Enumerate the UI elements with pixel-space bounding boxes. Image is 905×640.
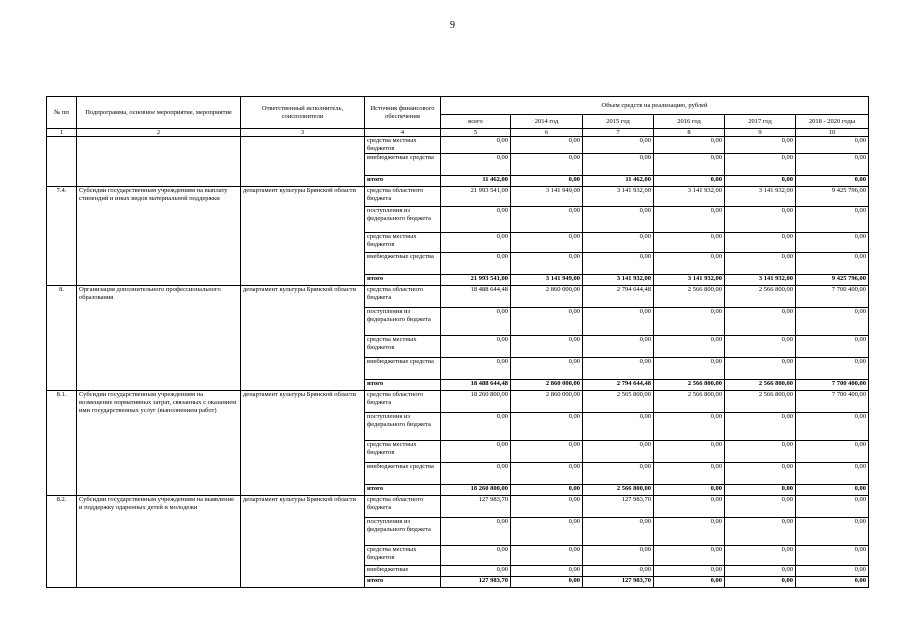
col-index: 9: [725, 129, 796, 137]
row-executor: департамент культуры Брянской области: [241, 496, 365, 588]
col-index: 6: [511, 129, 583, 137]
row-value: 0,00: [654, 336, 725, 358]
row-value: 0,00: [725, 577, 796, 588]
page-number: 9: [450, 20, 455, 31]
col-index: 8: [654, 129, 725, 137]
row-value: 0,00: [725, 566, 796, 577]
row-value: 0,00: [654, 518, 725, 546]
row-value: 0,00: [583, 207, 654, 233]
row-value: 3 141 932,00: [725, 187, 796, 207]
row-source: поступления из федерального бюджета: [365, 308, 441, 336]
row-source: поступления из федерального бюджета: [365, 413, 441, 441]
row-executor: департамент культуры Брянской области: [241, 187, 365, 286]
row-value: 0,00: [511, 176, 583, 187]
row-value: 7 700 400,00: [796, 380, 869, 391]
row-value: 0,00: [725, 463, 796, 485]
row-value: 0,00: [511, 308, 583, 336]
row-value: 18 260 800,00: [441, 485, 511, 496]
row-value: 0,00: [654, 463, 725, 485]
row-source: внебюджетные средства: [365, 154, 441, 176]
row-number: 8.2.: [47, 496, 77, 588]
row-source: средства местных бюджетов: [365, 441, 441, 463]
row-source: средства местных бюджетов: [365, 233, 441, 253]
header-executor: Ответственный исполнитель, соисполнители: [241, 97, 365, 129]
row-value: 0,00: [511, 233, 583, 253]
table-row: [47, 137, 869, 154]
row-number: 7.4.: [47, 187, 77, 286]
row-value: 2 794 644,48: [583, 380, 654, 391]
row-value: 0,00: [441, 566, 511, 577]
row-source: внебюджетные средства: [365, 253, 441, 275]
row-number: 8.: [47, 286, 77, 391]
row-value: 0,00: [654, 308, 725, 336]
table-body: [47, 137, 869, 588]
row-value: 0,00: [796, 441, 869, 463]
table-row: [47, 496, 869, 518]
row-value: 0,00: [796, 546, 869, 566]
row-value: 0,00: [725, 496, 796, 518]
row-value: 0,00: [441, 546, 511, 566]
row-value: 3 141 932,00: [725, 275, 796, 286]
row-source: итого: [365, 275, 441, 286]
row-value: 0,00: [796, 207, 869, 233]
row-value: 0,00: [441, 413, 511, 441]
row-value: 0,00: [511, 358, 583, 380]
row-value: 0,00: [583, 233, 654, 253]
row-source: средства местных бюджетов: [365, 546, 441, 566]
row-value: 0,00: [796, 137, 869, 154]
col-index: 7: [583, 129, 654, 137]
row-value: 2 566 800,00: [654, 286, 725, 308]
row-value: 0,00: [583, 253, 654, 275]
row-value: 0,00: [583, 413, 654, 441]
row-value: 9 425 796,00: [796, 187, 869, 207]
row-program-name: Субсидии государственным учреждениям на возмещение нормативных затрат, связанных с оказанием ими государственных услуг (выполнением работ): [77, 391, 241, 496]
row-number: [47, 137, 77, 187]
row-value: 0,00: [441, 336, 511, 358]
row-value: 0,00: [441, 308, 511, 336]
table-row: [47, 391, 869, 413]
row-value: 127 983,70: [441, 496, 511, 518]
row-value: 2 566 800,00: [654, 391, 725, 413]
col-index: 10: [796, 129, 869, 137]
row-source: итого: [365, 485, 441, 496]
budget-table: [46, 96, 869, 588]
row-value: 2 566 800,00: [583, 485, 654, 496]
row-value: 0,00: [441, 154, 511, 176]
row-value: 0,00: [583, 154, 654, 176]
row-value: 3 141 932,00: [583, 187, 654, 207]
row-value: 18 488 644,48: [441, 380, 511, 391]
row-value: 0,00: [796, 358, 869, 380]
row-value: 2 566 800,00: [725, 391, 796, 413]
row-source: итого: [365, 176, 441, 187]
row-value: 0,00: [583, 336, 654, 358]
row-value: 18 260 800,00: [441, 391, 511, 413]
row-value: 21 993 541,00: [441, 187, 511, 207]
row-value: 0,00: [796, 308, 869, 336]
row-source: средства местных бюджетов: [365, 137, 441, 154]
row-source: внебюджетные: [365, 566, 441, 577]
row-value: 21 993 541,00: [441, 275, 511, 286]
row-source: средства областного бюджета: [365, 391, 441, 413]
row-executor: [241, 137, 365, 187]
row-value: 0,00: [796, 485, 869, 496]
header-volume: Объем средств на реализацию, рублей: [441, 97, 869, 115]
row-value: 0,00: [511, 441, 583, 463]
row-program-name: [77, 137, 241, 187]
row-value: 0,00: [511, 485, 583, 496]
row-value: 0,00: [511, 566, 583, 577]
header-num: № пп: [47, 97, 77, 129]
row-value: 0,00: [796, 566, 869, 577]
row-value: 0,00: [583, 518, 654, 546]
row-value: 0,00: [583, 137, 654, 154]
row-value: 0,00: [583, 546, 654, 566]
row-value: 0,00: [441, 518, 511, 546]
row-source: внебюджетные средства: [365, 463, 441, 485]
row-value: 0,00: [583, 566, 654, 577]
row-value: 0,00: [796, 233, 869, 253]
row-value: 0,00: [441, 463, 511, 485]
row-source: средства областного бюджета: [365, 286, 441, 308]
header-year: 2017 год: [725, 115, 796, 129]
row-value: 0,00: [511, 546, 583, 566]
row-value: 0,00: [654, 233, 725, 253]
row-value: 0,00: [796, 518, 869, 546]
row-value: 0,00: [511, 154, 583, 176]
row-value: 0,00: [654, 496, 725, 518]
col-index: 2: [77, 129, 241, 137]
row-value: 2 566 800,00: [725, 286, 796, 308]
row-value: 11 462,00: [441, 176, 511, 187]
col-index: 4: [365, 129, 441, 137]
col-index: 5: [441, 129, 511, 137]
row-value: 0,00: [725, 413, 796, 441]
row-value: 7 700 400,00: [796, 391, 869, 413]
row-value: 0,00: [796, 176, 869, 187]
row-value: 0,00: [654, 566, 725, 577]
row-value: 0,00: [654, 441, 725, 463]
row-source: средства областного бюджета: [365, 496, 441, 518]
row-program-name: Субсидии государственным учреждениям на выявление и поддержку одаренных детей и молодежи: [77, 496, 241, 588]
row-value: 2 794 644,48: [583, 286, 654, 308]
row-value: 0,00: [654, 154, 725, 176]
row-value: 7 700 400,00: [796, 286, 869, 308]
row-value: 0,00: [725, 518, 796, 546]
row-value: 0,00: [511, 463, 583, 485]
table-row: [47, 286, 869, 308]
row-value: 0,00: [725, 253, 796, 275]
row-source: поступления из федерального бюджета: [365, 207, 441, 233]
row-value: 0,00: [441, 441, 511, 463]
row-value: 3 141 932,00: [654, 187, 725, 207]
row-value: 2 566 800,00: [654, 380, 725, 391]
row-value: 0,00: [796, 577, 869, 588]
row-value: 2 860 000,00: [511, 286, 583, 308]
row-value: 127 983,70: [583, 577, 654, 588]
header-year: 2018 - 2020 годы: [796, 115, 869, 129]
row-value: 0,00: [796, 463, 869, 485]
header-year: 2014 год: [511, 115, 583, 129]
row-value: 0,00: [725, 137, 796, 154]
row-value: 3 141 949,00: [511, 187, 583, 207]
row-value: 0,00: [654, 207, 725, 233]
row-value: 0,00: [796, 253, 869, 275]
row-value: 0,00: [654, 137, 725, 154]
row-value: 0,00: [441, 207, 511, 233]
row-value: 0,00: [441, 253, 511, 275]
row-value: 2 860 000,00: [511, 380, 583, 391]
row-value: 0,00: [511, 577, 583, 588]
row-value: 127 983,70: [583, 496, 654, 518]
row-value: 0,00: [796, 336, 869, 358]
row-value: 2 565 800,00: [583, 391, 654, 413]
col-index: 1: [47, 129, 77, 137]
row-value: 0,00: [511, 413, 583, 441]
row-value: 0,00: [583, 441, 654, 463]
row-source: средства местных бюджетов: [365, 336, 441, 358]
row-value: 0,00: [441, 137, 511, 154]
header-source: Источник финансового обеспечения: [365, 97, 441, 129]
row-value: 0,00: [654, 577, 725, 588]
row-source: итого: [365, 577, 441, 588]
header-year: всего: [441, 115, 511, 129]
row-value: 127 983,70: [441, 577, 511, 588]
row-value: 0,00: [654, 546, 725, 566]
row-value: 0,00: [511, 496, 583, 518]
row-value: 0,00: [441, 358, 511, 380]
row-source: итого: [365, 380, 441, 391]
row-value: 0,00: [725, 176, 796, 187]
row-value: 0,00: [796, 154, 869, 176]
row-value: 0,00: [796, 413, 869, 441]
row-value: 2 566 800,00: [725, 380, 796, 391]
row-value: 0,00: [511, 207, 583, 233]
row-executor: департамент культуры Брянской области: [241, 391, 365, 496]
row-value: 3 141 932,00: [654, 275, 725, 286]
row-value: 0,00: [654, 176, 725, 187]
row-value: 0,00: [654, 358, 725, 380]
row-value: 0,00: [725, 336, 796, 358]
row-value: 0,00: [583, 463, 654, 485]
row-value: 0,00: [654, 485, 725, 496]
row-executor: департамент культуры Брянской области: [241, 286, 365, 391]
row-program-name: Организация дополнительного профессионального образования: [77, 286, 241, 391]
row-value: 0,00: [796, 496, 869, 518]
row-value: 0,00: [511, 253, 583, 275]
row-value: 0,00: [725, 546, 796, 566]
row-value: 0,00: [511, 518, 583, 546]
row-source: внебюджетные средства: [365, 358, 441, 380]
row-value: 0,00: [725, 308, 796, 336]
row-value: 0,00: [725, 485, 796, 496]
row-source: средства областного бюджета: [365, 187, 441, 207]
row-source: поступления из федерального бюджета: [365, 518, 441, 546]
row-value: 9 425 796,00: [796, 275, 869, 286]
row-value: 0,00: [725, 154, 796, 176]
row-value: 0,00: [725, 207, 796, 233]
row-value: 0,00: [583, 358, 654, 380]
row-value: 0,00: [725, 358, 796, 380]
row-value: 0,00: [654, 253, 725, 275]
row-value: 2 860 000,00: [511, 391, 583, 413]
row-value: 11 462,00: [583, 176, 654, 187]
header-program: Подпрограмма, основное мероприятие, мероприятие: [77, 97, 241, 129]
row-value: 0,00: [511, 137, 583, 154]
header-year: 2015 год: [583, 115, 654, 129]
row-value: 3 141 949,00: [511, 275, 583, 286]
row-value: 0,00: [511, 336, 583, 358]
header-year: 2016 год: [654, 115, 725, 129]
row-value: 0,00: [725, 441, 796, 463]
col-index: 3: [241, 129, 365, 137]
row-program-name: Субсидии государственным учреждениям на выплату стипендий и иных видов материальной поддержки: [77, 187, 241, 286]
row-number: 8.1.: [47, 391, 77, 496]
row-value: 0,00: [583, 308, 654, 336]
row-value: 0,00: [725, 233, 796, 253]
row-value: 0,00: [654, 413, 725, 441]
table-row: [47, 187, 869, 207]
row-value: 18 488 644,48: [441, 286, 511, 308]
row-value: 0,00: [441, 233, 511, 253]
row-value: 3 141 932,00: [583, 275, 654, 286]
